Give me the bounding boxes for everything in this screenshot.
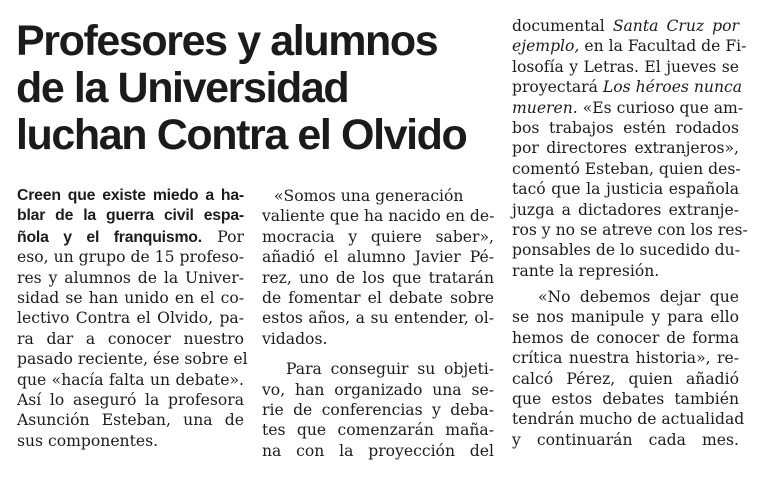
text-line: bos trabajos estén rodados [512,118,739,137]
text-line [512,36,747,56]
text-line: ponsables de lo sucedido du- [512,241,740,260]
headline-line-2: de la Universidad [16,64,349,112]
text-line: lectivo Contra el Olvido, pa- [17,309,244,328]
text-line: pasado reciente, ése sobre el [17,350,248,369]
article-column-1 [17,186,248,451]
film-title-2-cont: mueren. [512,98,578,117]
text-line: se nos manipule y para ello [512,308,739,327]
text-line: «No debemos dejar que [538,288,739,307]
article-headline [16,18,486,159]
text-line: blar de la guerra civil espa- [17,207,244,225]
text-line [512,16,739,36]
text-line: vo, han organizado una se- [262,380,494,399]
lead-text: ñola y el franquismo. [17,228,202,246]
text-line: y continuarán cada mes. [512,430,739,449]
text-line: tes que comenzarán maña- [262,421,494,440]
text-line: de fomentar el debate sobre [262,288,494,307]
text-line: Creen que existe miedo a ha- [17,187,244,204]
text-line: juzga a dictadores extranje- [512,200,739,219]
text-line: por directores extranjeros», [512,139,739,158]
text-line: na con la proyección del [262,441,494,460]
text-line: calcó Pérez, quien añadió [512,369,739,388]
text-line [512,77,743,97]
text-line: eso, un grupo de 15 profeso- [17,248,244,267]
text-line: sus componentes. [17,431,159,450]
text-line: tendrán mucho de actualidad [512,410,745,429]
text-line: mocracia y quiere saber», [262,227,494,246]
article-column-2 [262,186,494,461]
film-title-2: Los héroes nunca [602,78,743,97]
text-line: que estos debates también [512,390,739,409]
text-line: rante la represión. [512,261,660,280]
text-line: tacó que la justicia española [512,180,739,199]
text-line: Así lo aseguró la profesora [17,390,244,409]
text-line: añadió el alumno Javier Pé- [262,248,494,267]
film-title-1-cont: ejemplo, [512,37,580,56]
film-title-1: Santa Cruz por [612,17,740,35]
text-line: Para conseguir su objeti- [286,360,494,379]
text-line: res y alumnos de la Univer- [17,268,244,287]
text-run: en la Facultad de Fi- [579,37,747,56]
text-run: documental [512,17,613,35]
text-line: estos años, a su entender, ol- [262,309,494,328]
text-line: rez, uno de los que tratarán [262,268,494,287]
text-line: losofía y Letras. El jueves se [512,57,739,76]
text-line: ra dar a conocer nuestro [17,329,244,348]
text-line [17,227,244,247]
text-line [512,98,744,118]
text-line: Asunción Esteban, una de [17,411,244,430]
text-line: vidados. [262,329,328,348]
paragraph-gap [262,349,494,359]
text-run: proyectará [512,78,603,97]
headline-line-1: Profesores y alumnos [16,17,438,65]
text-line: hemos de conocer de forma [512,328,739,347]
text-line: «Somos una generación [274,187,464,205]
text-line: rie de conferencias y deba- [262,400,494,419]
text-line: que «hacía falta un debate». [17,370,244,389]
text-run: «Es curioso que am- [577,98,744,117]
article-column-3 [512,16,748,450]
text-run: Por [201,227,244,246]
text-line: ros y no se atreve con los res- [512,220,748,239]
text-line: crítica nuestra historia», re- [512,349,739,368]
headline-line-3: luchan Contra el Olvido [16,111,467,159]
text-line: valiente que ha nacido en de- [262,207,495,226]
text-line: comentó Esteban, quien des- [512,159,741,178]
text-line: sidad se han unido en el co- [17,288,244,307]
